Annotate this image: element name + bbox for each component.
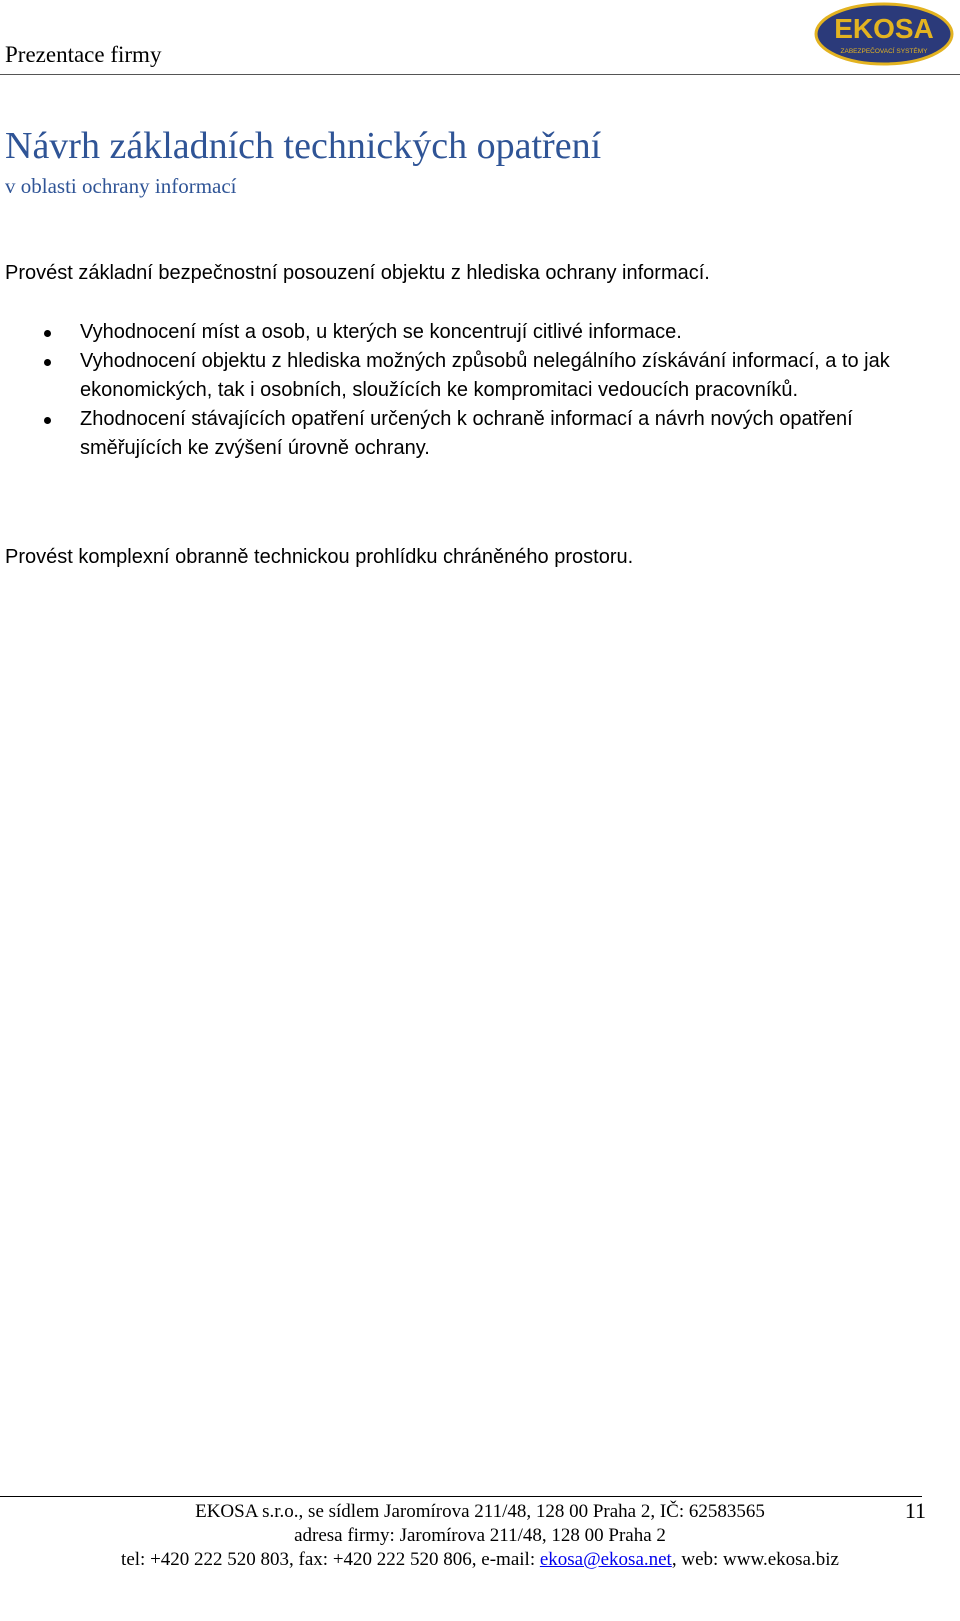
header-divider (0, 74, 960, 75)
list-item (0, 318, 960, 347)
bullet-list (0, 318, 960, 463)
list-item (0, 405, 960, 463)
footer-contact-line (0, 1548, 960, 1572)
list-item-text: Vyhodnocení objektu z hlediska možných způsobů nelegálního získávání informací, a to jak ekonomických, tak i osobních, sloužících ke kompromitaci vedoucích pracovníků. (80, 350, 890, 401)
document-subtitle: v oblasti ochrany informací (5, 174, 237, 198)
footer-contact-prefix: tel: +420 222 520 803, fax: +420 222 520 806, e-mail: (121, 1549, 540, 1570)
list-item-text: Vyhodnocení míst a osob, u kterých se koncentrují citlivé informace. (80, 321, 682, 343)
footer-company-line: EKOSA s.r.o., se sídlem Jaromírova 211/48, 128 00 Praha 2, IČ: 62583565 (195, 1501, 765, 1522)
svg-text:ZABEZPEČOVACÍ SYSTÉMY: ZABEZPEČOVACÍ SYSTÉMY (840, 48, 928, 55)
bullet-icon (44, 417, 51, 424)
page-number: 11 (904, 1498, 926, 1523)
footer-address-line: adresa firmy: Jaromírova 211/48, 128 00 Praha 2 (294, 1525, 666, 1546)
svg-text:EKOSA: EKOSA (834, 13, 934, 44)
ekosa-logo (814, 2, 954, 66)
list-item-text: Zhodnocení stávajících opatření určených k ochraně informací a návrh nových opatření směřujících ke zvýšení úrovně ochrany. (80, 408, 853, 459)
header-title: Prezentace firmy (5, 42, 162, 67)
list-item (0, 347, 960, 405)
intro-paragraph: Provést základní bezpečnostní posouzení objektu z hlediska ochrany informací. (5, 262, 710, 284)
email-link[interactable]: ekosa@ekosa.net (539, 1549, 672, 1570)
document-title: Návrh základních technických opatření (5, 125, 602, 167)
bullet-icon (44, 359, 51, 366)
footer-text (0, 1500, 960, 1572)
footer-contact-suffix: , web: www.ekosa.biz (671, 1549, 839, 1570)
bullet-icon (44, 330, 51, 337)
closing-paragraph: Provést komplexní obranně technickou prohlídku chráněného prostoru. (5, 546, 634, 568)
footer-divider (0, 1496, 922, 1497)
